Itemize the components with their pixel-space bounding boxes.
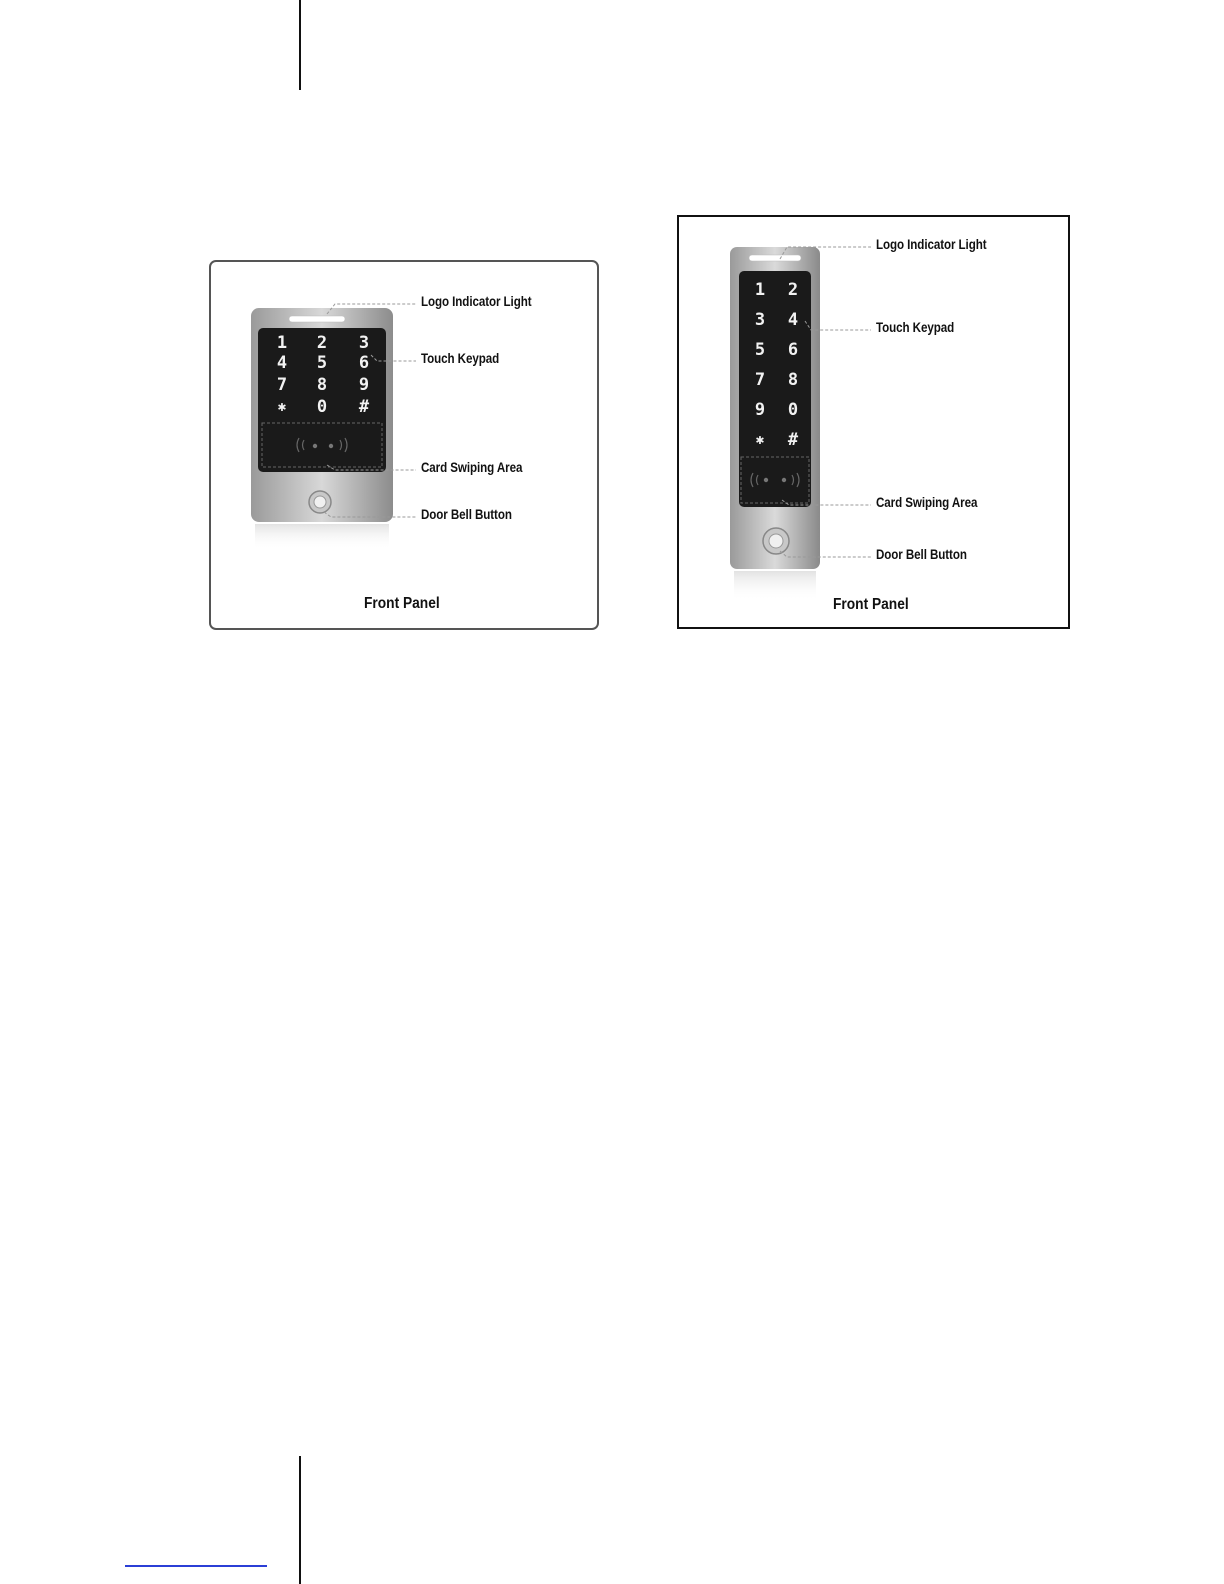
callout-door-bell: Door Bell Button (876, 547, 967, 562)
key-hash[interactable]: # (787, 430, 799, 450)
margin-rule-top (299, 0, 301, 90)
bell-icon (769, 534, 783, 548)
nfc-dot-icon (782, 478, 786, 482)
key-5[interactable]: 5 (754, 340, 766, 360)
callout-card-swiping: Card Swiping Area (421, 460, 523, 475)
key-8[interactable]: 8 (316, 375, 328, 395)
key-7[interactable]: 7 (754, 370, 766, 390)
device-illustration-square (211, 262, 597, 628)
logo-light-bar (289, 316, 345, 322)
diagram-caption: Front Panel (833, 596, 909, 613)
diagram-caption: Front Panel (364, 595, 440, 612)
callout-logo-indicator: Logo Indicator Light (876, 237, 987, 252)
callout-card-swiping: Card Swiping Area (876, 495, 978, 510)
diagram-front-panel-square (209, 260, 599, 630)
nfc-dot-icon (313, 444, 317, 448)
key-3[interactable]: 3 (358, 333, 370, 353)
key-4[interactable]: 4 (276, 353, 288, 373)
key-3[interactable]: 3 (754, 310, 766, 330)
nfc-dot-icon (764, 478, 768, 482)
key-2[interactable]: 2 (316, 333, 328, 353)
keypad-face (739, 271, 811, 507)
key-hash[interactable]: # (358, 397, 370, 417)
callout-touch-keypad: Touch Keypad (876, 320, 955, 335)
key-6[interactable]: 6 (787, 340, 799, 360)
margin-rule-bottom (299, 1456, 301, 1584)
key-8[interactable]: 8 (787, 370, 799, 390)
key-9[interactable]: 9 (754, 400, 766, 420)
key-7[interactable]: 7 (276, 375, 288, 395)
key-star[interactable]: ✱ (277, 399, 287, 415)
key-0[interactable]: 0 (316, 397, 328, 417)
key-9[interactable]: 9 (358, 375, 370, 395)
key-0[interactable]: 0 (787, 400, 799, 420)
key-2[interactable]: 2 (787, 280, 799, 300)
key-star[interactable]: ✱ (755, 432, 765, 448)
nfc-dot-icon (329, 444, 333, 448)
footer-underline (125, 1565, 267, 1567)
callout-logo-indicator: Logo Indicator Light (421, 294, 532, 309)
device-reflection (734, 571, 816, 601)
key-6[interactable]: 6 (358, 353, 370, 373)
bell-icon (314, 496, 326, 508)
logo-light-bar (749, 255, 801, 261)
device-illustration-slim (679, 217, 1068, 627)
callout-door-bell: Door Bell Button (421, 507, 512, 522)
diagram-front-panel-slim (677, 215, 1070, 629)
key-5[interactable]: 5 (316, 353, 328, 373)
key-1[interactable]: 1 (754, 280, 766, 300)
key-4[interactable]: 4 (787, 310, 799, 330)
device-reflection (255, 524, 389, 550)
callout-touch-keypad: Touch Keypad (421, 351, 500, 366)
key-1[interactable]: 1 (276, 333, 288, 353)
